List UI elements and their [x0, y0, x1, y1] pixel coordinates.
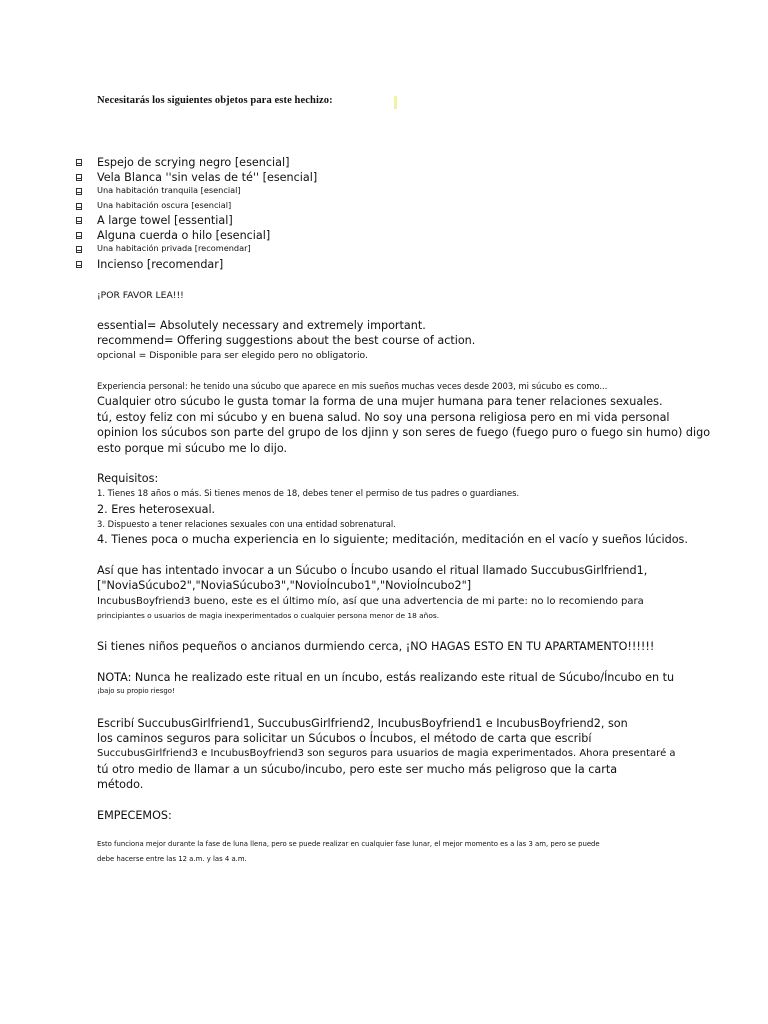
checkbox-icon[interactable]: [76, 246, 82, 253]
requirement-item: 4. Tienes poca o mucha experiencia en lo siguiente; meditación, meditación en el vacío y sueños lúcidos.: [97, 533, 688, 546]
wrote-line: los caminos seguros para solicitar un Súcubos o Íncubos, el método de carta que escribí: [97, 732, 592, 745]
checklist-item-label: A large towel [essential]: [97, 214, 233, 227]
checklist-item-label: Una habitación tranquila [esencial]: [97, 185, 241, 195]
checkbox-icon[interactable]: [76, 203, 82, 210]
invoke-line: IncubusBoyfriend3 bueno, este es el último mío, así que una advertencia de mi parte: no lo recomiendo para: [97, 596, 644, 607]
highlight-marker: [394, 96, 397, 109]
requirement-item: 3. Dispuesto a tener relaciones sexuales con una entidad sobrenatural.: [97, 519, 396, 529]
invoke-line: ["NoviaSúcubo2","NoviaSúcubo3","NovioÍncubo1","NovioÍncubo2"]: [97, 579, 472, 592]
children-warning: Si tienes niños pequeños o ancianos durmiendo cerca, ¡NO HAGAS ESTO EN TU APARTAMENTO!!!!!!: [97, 640, 655, 653]
note-line: NOTA: Nunca he realizado este ritual en un íncubo, estás realizando este ritual de Súcubo/Íncubo en tu: [97, 671, 675, 684]
checklist-item: [76, 214, 676, 229]
timing-line: debe hacerse entre las 12 a.m. y las 4 a.m.: [97, 855, 247, 863]
definition-recommend: recommend= Offering suggestions about the best course of action.: [97, 334, 476, 347]
wrote-line: tú otro medio de llamar a un súcubo/incubo, pero este ser mucho más peligroso que la carta: [97, 763, 618, 776]
definition-optional: opcional = Disponible para ser elegido pero no obligatorio.: [97, 350, 368, 361]
checklist-item-label: Vela Blanca ''sin velas de té'' [esencial]: [97, 170, 318, 184]
wrote-line: Escribí SuccubusGirlfriend1, SuccubusGirlfriend2, IncubusBoyfriend1 e IncubusBoyfriend2, son: [97, 717, 628, 730]
experience-line: opinion los súcubos son parte del grupo de los djinn y son seres de fuego (fuego puro o fuego sin humo) digo: [97, 426, 711, 439]
checklist-item: [76, 156, 676, 171]
lets-begin-heading: EMPECEMOS:: [97, 809, 172, 822]
checklist-item: [76, 171, 676, 186]
definition-essential: essential= Absolutely necessary and extremely important.: [97, 319, 426, 332]
experience-line: tú, estoy feliz con mi súcubo y en buena salud. No soy una persona religiosa pero en mi vida personal: [97, 411, 670, 424]
checkbox-icon[interactable]: [76, 261, 82, 268]
items-checklist: [76, 156, 676, 272]
checklist-item: [76, 258, 676, 273]
experience-line: Cualquier otro súcubo le gusta tomar la forma de una mujer humana para tener relaciones sexuales.: [97, 395, 663, 408]
checkbox-icon[interactable]: [76, 174, 82, 181]
wrote-line: método.: [97, 778, 144, 791]
timing-line: Esto funciona mejor durante la fase de luna llena, pero se puede realizar en cualquier fase lunar, el mejor momento es a las 3 am, pero se puede: [97, 840, 600, 848]
checkbox-icon[interactable]: [76, 188, 82, 195]
checklist-item-label: Incienso [recomendar]: [97, 257, 224, 271]
requirements-title: Requisitos:: [97, 472, 159, 485]
invoke-line: Así que has intentado invocar a un Súcubo o Íncubo usando el ritual llamado SuccubusGirlfriend1,: [97, 564, 648, 577]
experience-line: esto porque mi súcubo me lo dijo.: [97, 442, 288, 455]
checklist-item: [76, 200, 676, 215]
wrote-line: SuccubusGirlfriend3 e IncubusBoyfriend3 son seguros para usuarios de magia experimentados. Ahora presentaré a: [97, 748, 676, 759]
checkbox-icon[interactable]: [76, 232, 82, 239]
checklist-item: [76, 229, 676, 244]
checklist-item-label: Espejo de scrying negro [esencial]: [97, 156, 290, 169]
note-line: ¡bajo su propio riesgo!: [97, 687, 175, 695]
experience-line: Experiencia personal: he tenido una súcubo que aparece en mis sueños muchas veces desde 2003, mi súcubo es como...: [97, 381, 608, 391]
checklist-item-label: Una habitación oscura [esencial]: [97, 199, 232, 210]
checkbox-icon[interactable]: [76, 159, 82, 166]
spell-items-heading: Necesitarás los siguientes objetos para este hechizo:: [97, 95, 333, 106]
checklist-item-label: Una habitación privada [recomendar]: [97, 243, 251, 253]
requirement-item: 2. Eres heterosexual.: [97, 503, 216, 516]
checkbox-icon[interactable]: [76, 217, 82, 224]
requirement-item: 1. Tienes 18 años o más. Si tienes menos de 18, debes tener el permiso de tus padres o guardianes.: [97, 488, 520, 498]
checklist-item-label: Alguna cuerda o hilo [esencial]: [97, 228, 271, 242]
please-read-notice: ¡POR FAVOR LEA!!!: [97, 290, 184, 301]
checklist-item: [76, 185, 676, 200]
checklist-item: [76, 243, 676, 258]
invoke-line: principiantes o usuarios de magia inexperimentados o cualquier persona menor de 18 años.: [97, 611, 440, 620]
